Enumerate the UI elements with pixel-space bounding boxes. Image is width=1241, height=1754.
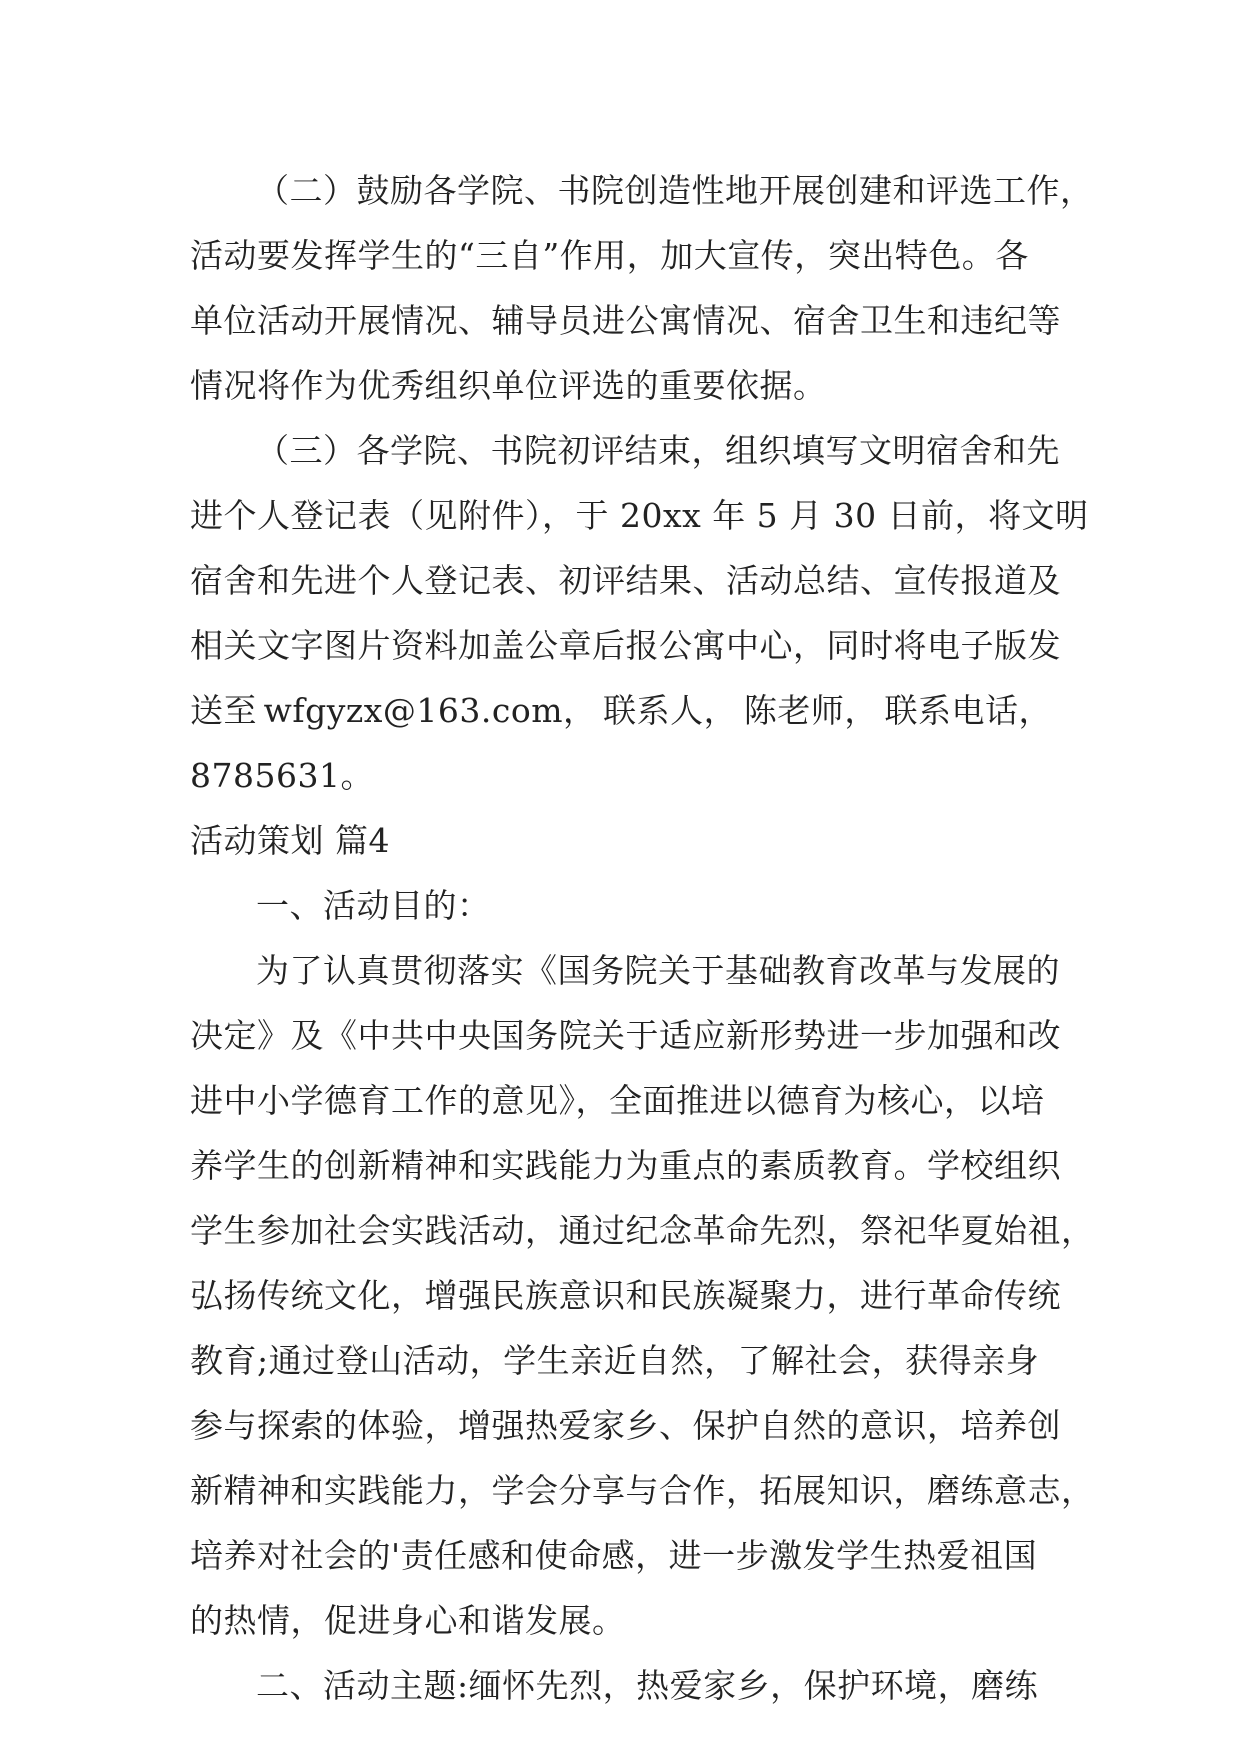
contact-part: 送至 — [190, 691, 257, 730]
contact-phone: 8785631。 — [190, 756, 374, 795]
paragraph-line: 进中小学德育工作的意见》，全面推进以德育为核心，以培 — [190, 1081, 1045, 1120]
paragraph-line: 进个人登记表（见附件），于 20xx 年 5 月 30 日前，将文明 — [190, 496, 1089, 535]
paragraph-line: 相关文字图片资料加盖公章后报公寓中心，同时将电子版发 — [190, 626, 1061, 665]
paragraph-line: 新精神和实践能力，学会分享与合作，拓展知识，磨练意志， — [190, 1471, 1095, 1510]
contact-part: 陈老师， — [743, 691, 878, 730]
document-body — [190, 158, 1095, 1718]
paragraph-line: 学生参加社会实践活动，通过纪念革命先烈，祭祀华夏始祖， — [190, 1211, 1095, 1250]
paragraph-line: 教育;通过登山活动，学生亲近自然，了解社会，获得亲身 — [190, 1341, 1040, 1380]
paragraph-line: 单位活动开展情况、辅导员进公寓情况、宿舍卫生和违纪等 — [190, 301, 1061, 340]
contact-part: 联系人， — [603, 691, 738, 730]
paragraph-line: 情况将作为优秀组织单位评选的重要依据。 — [190, 366, 827, 405]
paragraph-line: （二）鼓励各学院、书院创造性地开展创建和评选工作， — [256, 171, 1094, 210]
subsection-heading: 一、活动目的： — [256, 886, 491, 925]
paragraph-line: 决定》及《中共中央国务院关于适应新形势进一步加强和改 — [190, 1016, 1061, 1055]
paragraph-line: 养学生的创新精神和实践能力为重点的素质教育。学校组织 — [190, 1146, 1061, 1185]
paragraph-line: 弘扬传统文化，增强民族意识和民族凝聚力，进行革命传统 — [190, 1276, 1061, 1315]
paragraph-line: 为了认真贯彻落实《国务院关于基础教育改革与发展的 — [256, 951, 1060, 990]
paragraph-line: 活动要发挥学生的“三自”作用，加大宣传，突出特色。各 — [190, 236, 1029, 275]
subsection-heading: 二、活动主题:缅怀先烈，热爱家乡，保护环境，磨练 — [256, 1666, 1039, 1705]
section-heading: 活动策划 篇4 — [190, 821, 390, 860]
paragraph-line: （三）各学院、书院初评结束，组织填写文明宿舍和先 — [256, 431, 1060, 470]
paragraph-line: 的热情，促进身心和谐发展。 — [190, 1601, 626, 1640]
contact-line — [190, 678, 1052, 743]
paragraph-line: 培养对社会的'责任感和使命感，进一步激发学生热爱祖国 — [190, 1536, 1038, 1575]
contact-email: wfgyzx@163.com， — [263, 691, 597, 730]
contact-part: 联系电话， — [884, 691, 1052, 730]
paragraph-line: 参与探索的体验，增强热爱家乡、保护自然的意识，培养创 — [190, 1406, 1061, 1445]
paragraph-line: 宿舍和先进个人登记表、初评结果、活动总结、宣传报道及 — [190, 561, 1061, 600]
